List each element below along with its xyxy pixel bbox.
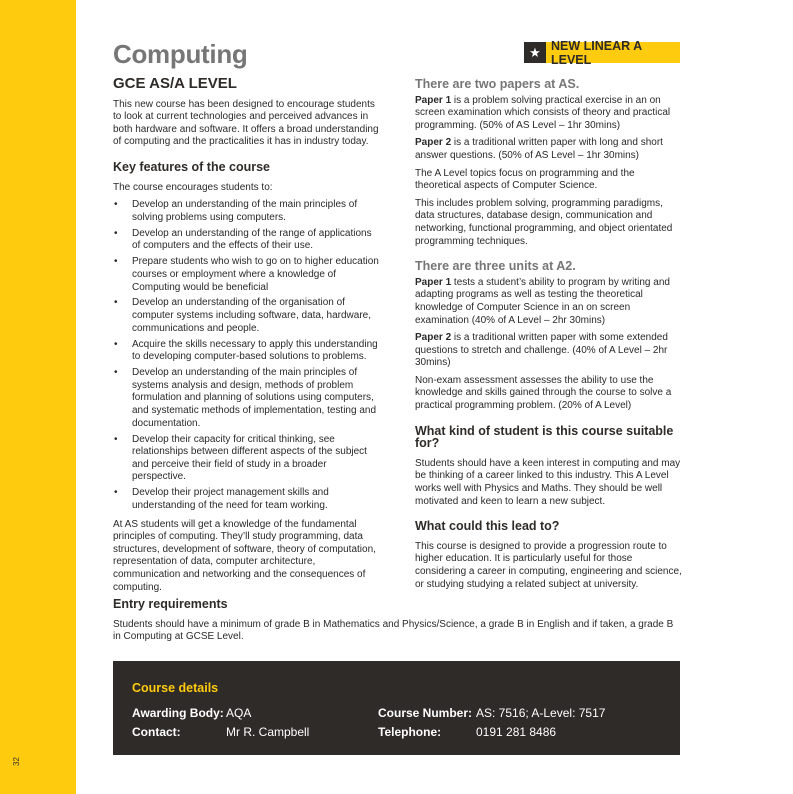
a-level-topics: The A Level topics focus on programming and the theoretical aspects of Computer Science. [415,167,635,192]
list-item: • Develop their capacity for critical thinking, see relationships between different aspects of the subject and perceive their field of study in a broader perspective. [113,434,381,484]
features-list [113,199,381,512]
right-column [415,78,683,596]
course-number-row [378,706,606,720]
lead-heading: What could this lead to? [415,519,560,534]
paper-text: tests a student’s ability to program by writing and adapting programs as well as testing the theoretical knowledge of Computer Science in an on screen examination (40% of A Level – 2hr 30mins) [415,276,670,326]
entry-text: Students should have a minimum of grade B in Mathematics and Physics/Science, a grade B in English and if taken, a grade B in Computing at GCSE Level. [113,618,674,643]
telephone-value: 0191 281 8486 [476,725,557,739]
features-heading: Key features of the course [113,159,270,174]
list-item: • Develop an understanding of the main principles of solving problems using computers. [113,199,381,224]
paper-text: is a traditional written paper with long and short answer questions. (50% of AS Level – 1hr 30mins) [415,137,663,161]
as-heading: There are two papers at AS. [415,77,580,91]
paper-label: Paper 2 [415,137,452,149]
telephone-label: Telephone: [378,725,442,739]
yellow-side-bar [0,0,76,794]
contact-value: Mr R. Campbell [226,725,310,739]
awarding-body-row [132,706,252,720]
contact-row [132,725,310,739]
entry-requirements [113,598,683,649]
list-item: • Acquire the skills necessary to apply this understanding to developing computer-based solutions to problems. [113,339,381,364]
a2-heading: There are three units at A2. [415,259,576,274]
paper-label: Paper 1 [415,94,452,106]
course-details-box [113,661,680,755]
awarding-body-label: Awarding Body: [132,706,224,720]
a2-non-exam: Non-exam assessment assesses the ability to use the knowledge and skills gained through the course to solve a practical programming problem. (20% of A Level) [415,374,672,412]
features-lead: The course encourages students to: [113,181,273,193]
course-number-value: AS: 7516; A-Level: 7517 [476,706,606,720]
new-linear-badge [524,38,680,67]
list-item: • Develop an understanding of the organisation of computer systems including software, data, hardware, communications and people. [113,297,381,335]
paper-text: is a traditional written paper with some extended questions to stretch and challenge. (40% of A Level – 2hr 30mins) [415,332,668,369]
suitable-heading: What kind of student is this course suitable for? [415,423,674,451]
lead-text: This course is designed to provide a progression route to higher education. It is particularly useful for those considering a career in computing, engineering and science, or studying studying a related subject at university. [415,540,682,590]
subtitle: GCE AS/A LEVEL [113,75,237,92]
list-item: • Develop an understanding of the range of applications of computers and the effects of their use. [113,228,381,253]
list-item: • Develop an understanding of the main principles of systems analysis and design, methods of problem formulation and planning of solutions using computers, and systematic methods of implementation, testing and documentation. [113,367,381,430]
telephone-row [378,725,557,739]
course-number-label: Course Number: [378,706,473,720]
paper-text: is a problem solving practical exercise in an on screen examination which consists of theory and practical programming. (50% of AS Level – 1hr 30mins) [415,94,671,131]
as-paper-2 [415,137,683,162]
suitable-text: Students should have a keen interest in computing and may be thinking of a career linked to this industry. This A Level works well with Physics and Maths. They should be well motivated and keen to learn a new subject. [415,457,681,507]
paper-label: Paper 2 [415,332,452,344]
closing-paragraph: At AS students will get a knowledge of the fundamental principles of computing. They’ll study programming, data structures, development of software, theory of computation, representation of data, computer architecture, communication and networking and the consequences of computing. [113,518,376,593]
entry-heading: Entry requirements [113,597,228,611]
a2-paper-2 [415,332,683,370]
contact-label: Contact: [132,725,181,739]
star-icon: ★ [524,42,546,63]
a2-paper-1 [415,277,683,327]
list-item: • Prepare students who wish to go on to higher education courses or employment where a knowledge of Computing would be beneficial [113,256,381,294]
a-level-includes: This includes problem solving, programming paradigms, data structures, database design, communication and networking, functional programming, and object orientated programming techniques. [415,197,673,247]
list-item: • Develop their project management skills and understanding of the need for team working. [113,487,381,512]
paper-label: Paper 1 [415,276,452,288]
as-paper-1 [415,95,683,133]
intro-paragraph: This new course has been designed to encourage students to look at current technologies and perceived advances in both hardware and software. It offers a broad understanding of computing and the practicalities it has in industry today. [113,98,379,148]
details-heading: Course details [132,681,219,695]
awarding-body-value: AQA [226,706,252,720]
left-column [113,75,381,599]
badge-label: NEW LINEAR A LEVEL [551,38,642,67]
page-number: 32 [12,757,21,766]
page-title: Computing [113,39,248,69]
